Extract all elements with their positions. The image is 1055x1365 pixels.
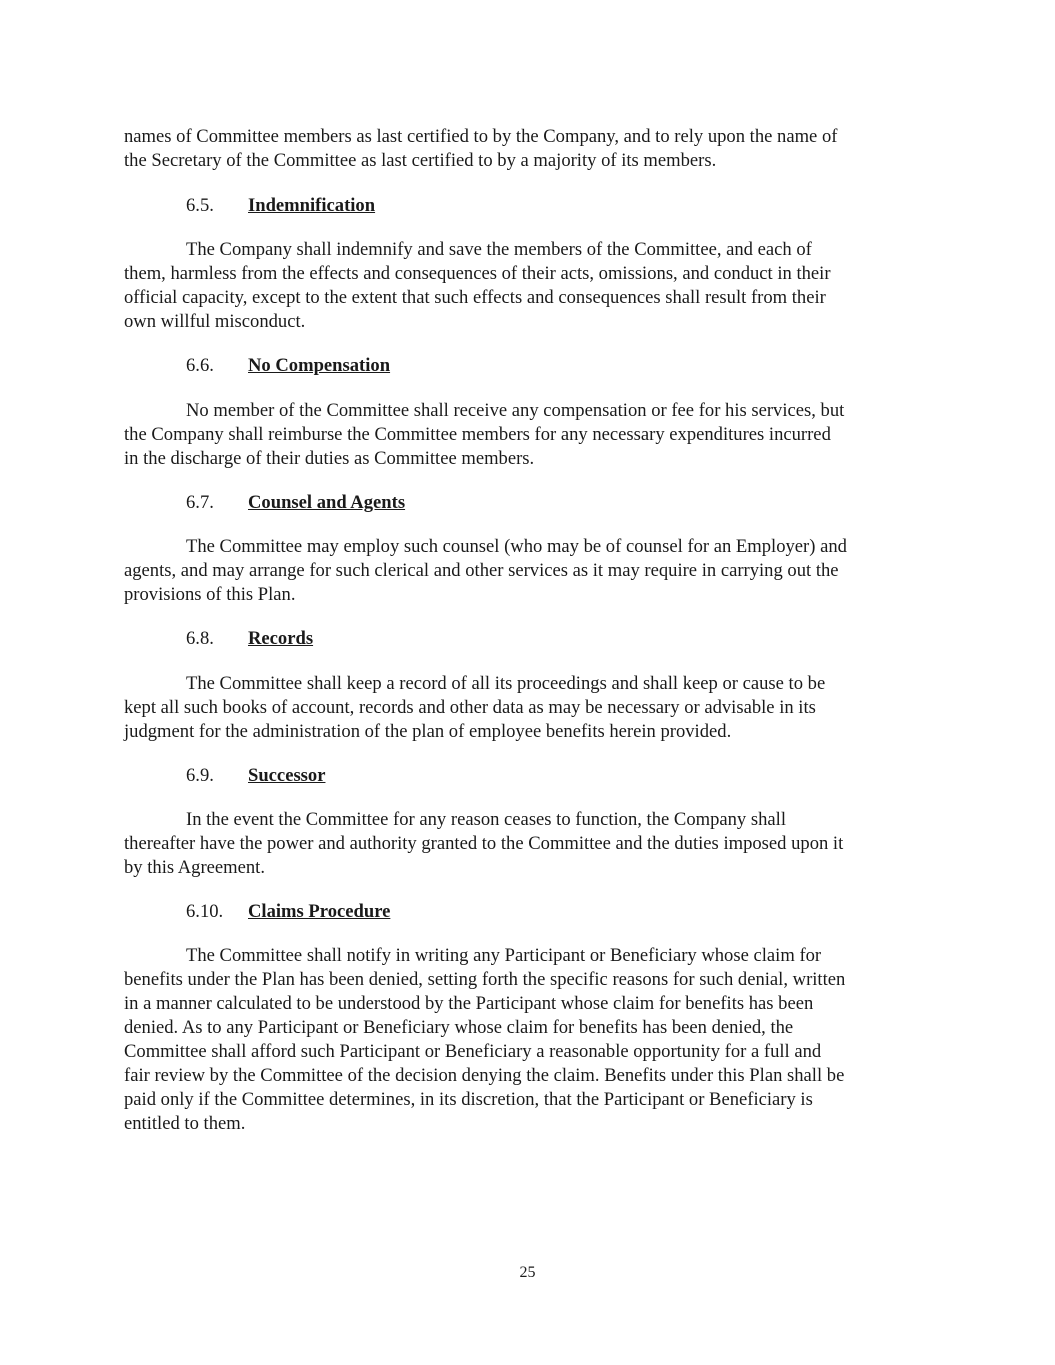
section-number: 6.9. [186,765,214,786]
paragraph-line: kept all such books of account, records and other data as may be necessary or advisable in its [124,697,816,718]
paragraph-line: by this Agreement. [124,857,265,878]
paragraph-line: fair review by the Committee of the decision denying the claim. Benefits under this Plan shall be [124,1065,845,1086]
paragraph-line: in the discharge of their duties as Committee members. [124,448,535,469]
page-number: 25 [519,1264,536,1281]
paragraph-line: official capacity, except to the extent that such effects and consequences shall result from their [124,287,826,308]
paragraph-line: the Company shall reimburse the Committee members for any necessary expenditures incurred [124,424,831,445]
paragraph-line: benefits under the Plan has been denied, setting forth the specific reasons for such denial, written [124,969,846,990]
paragraph-line: The Committee shall keep a record of all its proceedings and shall keep or cause to be [186,673,826,694]
paragraph-line: them, harmless from the effects and consequences of their acts, omissions, and conduct in their [124,263,831,284]
paragraph-line: paid only if the Committee determines, in its discretion, that the Participant or Beneficiary is [124,1089,813,1110]
section-number: 6.5. [186,195,214,216]
section-number: 6.7. [186,492,214,513]
paragraph-line: own willful misconduct. [124,311,306,332]
paragraph-line: No member of the Committee shall receive any compensation or fee for his services, but [186,400,845,421]
section-heading-counsel-and-agents [186,491,405,515]
section-heading-successor [186,764,325,788]
section-heading-indemnification [186,194,375,218]
section-title: Indemnification [248,195,376,216]
section-heading-no-compensation [186,354,390,378]
section-number: 6.8. [186,628,214,649]
section-title: Claims Procedure [248,901,391,922]
section-title: Records [248,628,314,649]
paragraph-line: in a manner calculated to be understood by the Participant whose claim for benefits has been [124,993,814,1014]
intro-line: the Secretary of the Committee as last certified to by a majority of its members. [124,150,717,171]
paragraph-line: judgment for the administration of the plan of employee benefits herein provided. [124,721,732,742]
section-title: No Compensation [248,355,391,376]
paragraph-line: provisions of this Plan. [124,584,296,605]
section-heading-claims-procedure [186,900,390,924]
section-title: Successor [248,765,326,786]
paragraph-line: The Committee may employ such counsel (who may be of counsel for an Employer) and [186,536,847,557]
paragraph-line: The Committee shall notify in writing any Participant or Beneficiary whose claim for [186,945,822,966]
paragraph-line: agents, and may arrange for such clerical and other services as it may require in carrying out the [124,560,839,581]
paragraph-line: Committee shall afford such Participant or Beneficiary a reasonable opportunity for a full and [124,1041,822,1062]
section-heading-records [186,627,313,651]
paragraph-line: In the event the Committee for any reason ceases to function, the Company shall [186,809,786,830]
paragraph-line: denied. As to any Participant or Beneficiary whose claim for benefits has been denied, the [124,1017,794,1038]
section-number: 6.10. [186,901,224,922]
paragraph-line: entitled to them. [124,1113,246,1134]
paragraph-line: The Company shall indemnify and save the members of the Committee, and each of [186,239,812,260]
intro-line: names of Committee members as last certified to by the Company, and to rely upon the name of [124,126,838,147]
paragraph-line: thereafter have the power and authority granted to the Committee and the duties imposed upon it [124,833,844,854]
section-number: 6.6. [186,355,214,376]
section-title: Counsel and Agents [248,492,406,513]
